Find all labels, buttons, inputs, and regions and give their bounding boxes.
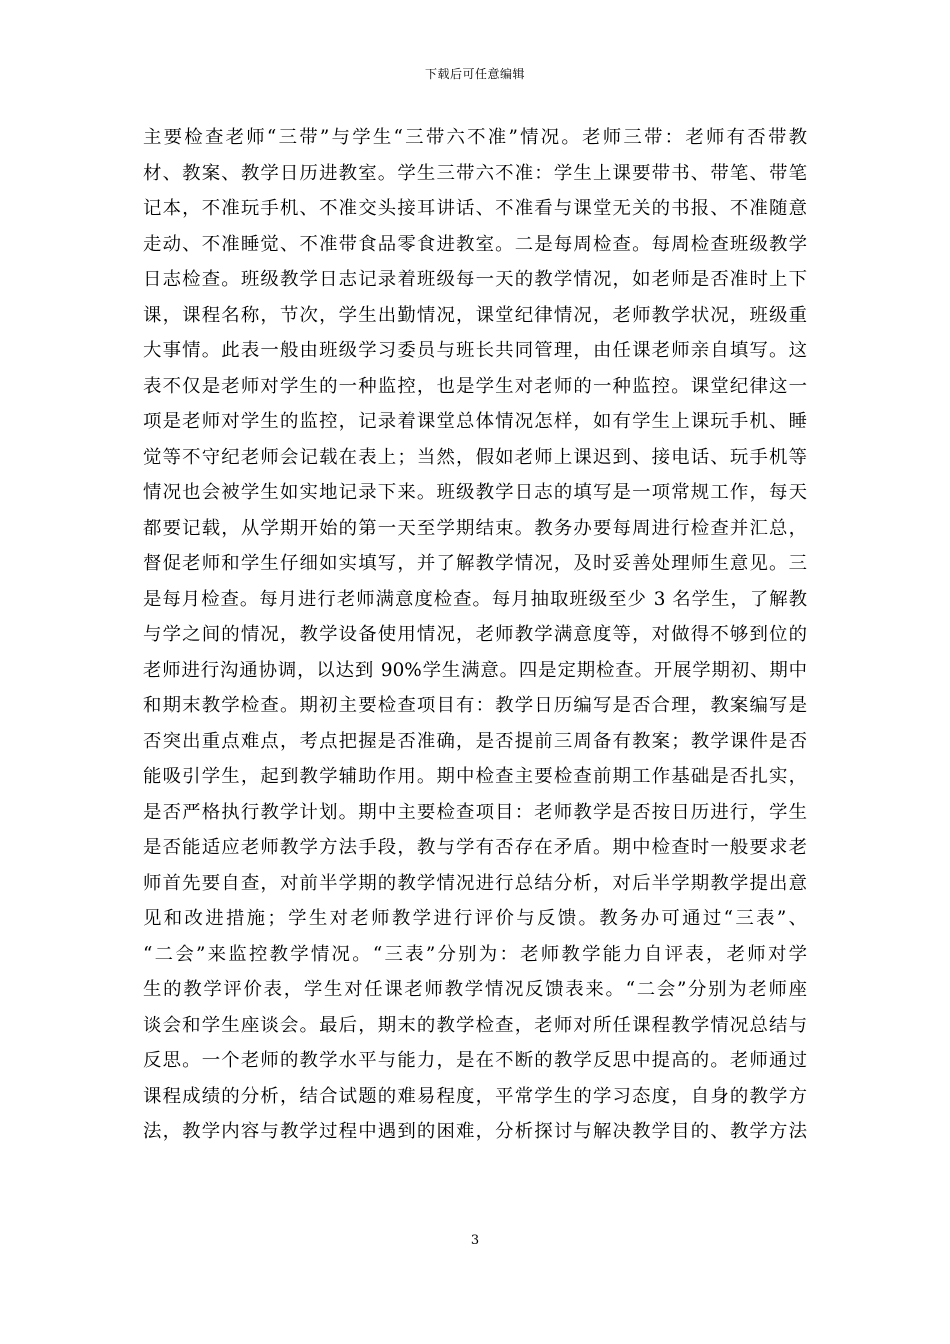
text-line: 反思。一个老师的教学水平与能力，是在不断的教学反思中提高的。老师通过 [143, 1050, 807, 1071]
document-body [143, 120, 807, 1150]
text-line: 都要记载，从学期开始的第一天至学期结束。教务办要每周进行检查并汇总， [143, 517, 807, 539]
text-line: 材、教案、教学日历进教室。学生三带六不准：学生上课要带书、带笔、带笔 [143, 162, 807, 184]
page-number: 3 [470, 1233, 480, 1248]
text-line: 主要检查老师“三带”与学生“三带六不准”情况。老师三带：老师有否带教 [143, 127, 807, 148]
text-line: 见和改进措施；学生对老师教学进行评价与反馈。教务办可通过“三表”、 [143, 908, 807, 929]
text-line: 课，课程名称，节次，学生出勤情况，课堂纪律情况，老师教学状况，班级重 [143, 304, 807, 326]
text-line: 谈会和学生座谈会。最后，期末的教学检查，老师对所任课程教学情况总结与 [143, 1014, 807, 1036]
text-line: 是每月检查。每月进行老师满意度检查。每月抽取班级至少 3 名学生，了解教 [143, 588, 807, 610]
text-line: 项是老师对学生的监控，记录着课堂总体情况怎样，如有学生上课玩手机、睡 [143, 411, 807, 432]
text-line: 老师进行沟通协调，以达到 90%学生满意。四是定期检查。开展学期初、期中 [143, 659, 807, 681]
text-line: 情况也会被学生如实地记录下来。班级教学日志的填写是一项常规工作，每天 [143, 482, 807, 503]
text-line: 否突出重点难点，考点把握是否准确，是否提前三周备有教案；教学课件是否 [143, 730, 807, 752]
text-line: 是否严格执行教学计划。期中主要检查项目：老师教学是否按日历进行，学生 [143, 801, 807, 823]
text-line: 能吸引学生，起到教学辅助作用。期中检查主要检查前期工作基础是否扎实， [143, 766, 807, 787]
text-line: 日志检查。班级教学日志记录着班级每一天的教学情况，如老师是否准时上下 [143, 269, 807, 290]
text-line: 记本，不准玩手机、不准交头接耳讲话、不准看与课堂无关的书报、不准随意 [143, 198, 807, 219]
text-line: 表不仅是老师对学生的一种监控，也是学生对老师的一种监控。课堂纪律这一 [143, 375, 807, 397]
text-line: 和期末教学检查。期初主要检查项目有：教学日历编写是否合理，教案编写是 [143, 695, 807, 716]
page-header: 下载后可任意编辑 [424, 67, 525, 81]
text-line: 与学之间的情况，教学设备使用情况，老师教学满意度等，对做得不够到位的 [143, 624, 807, 645]
text-line: “二会”来监控教学情况。“三表”分别为：老师教学能力自评表，老师对学 [143, 943, 807, 965]
text-line: 法，教学内容与教学过程中遇到的困难，分析探讨与解决教学目的、教学方法 [143, 1121, 807, 1142]
text-line: 督促老师和学生仔细如实填写，并了解教学情况，及时妥善处理师生意见。三 [143, 553, 807, 574]
text-line: 走动、不准睡觉、不准带食品零食进教室。二是每周检查。每周检查班级教学 [143, 233, 807, 255]
text-line: 是否能适应老师教学方法手段，教与学有否存在矛盾。期中检查时一般要求老 [143, 837, 807, 858]
text-line: 觉等不守纪老师会记载在表上；当然，假如老师上课迟到、接电话、玩手机等 [143, 446, 807, 468]
text-line: 大事情。此表一般由班级学习委员与班长共同管理，由任课老师亲自填写。这 [143, 340, 807, 361]
text-line: 课程成绩的分析，结合试题的难易程度，平常学生的学习态度，自身的教学方 [143, 1085, 807, 1107]
text-line: 师首先要自查，对前半学期的教学情况进行总结分析，对后半学期教学提出意 [143, 872, 807, 894]
text-line: 生的教学评价表，学生对任课老师教学情况反馈表来。“二会”分别为老师座 [143, 979, 807, 1000]
